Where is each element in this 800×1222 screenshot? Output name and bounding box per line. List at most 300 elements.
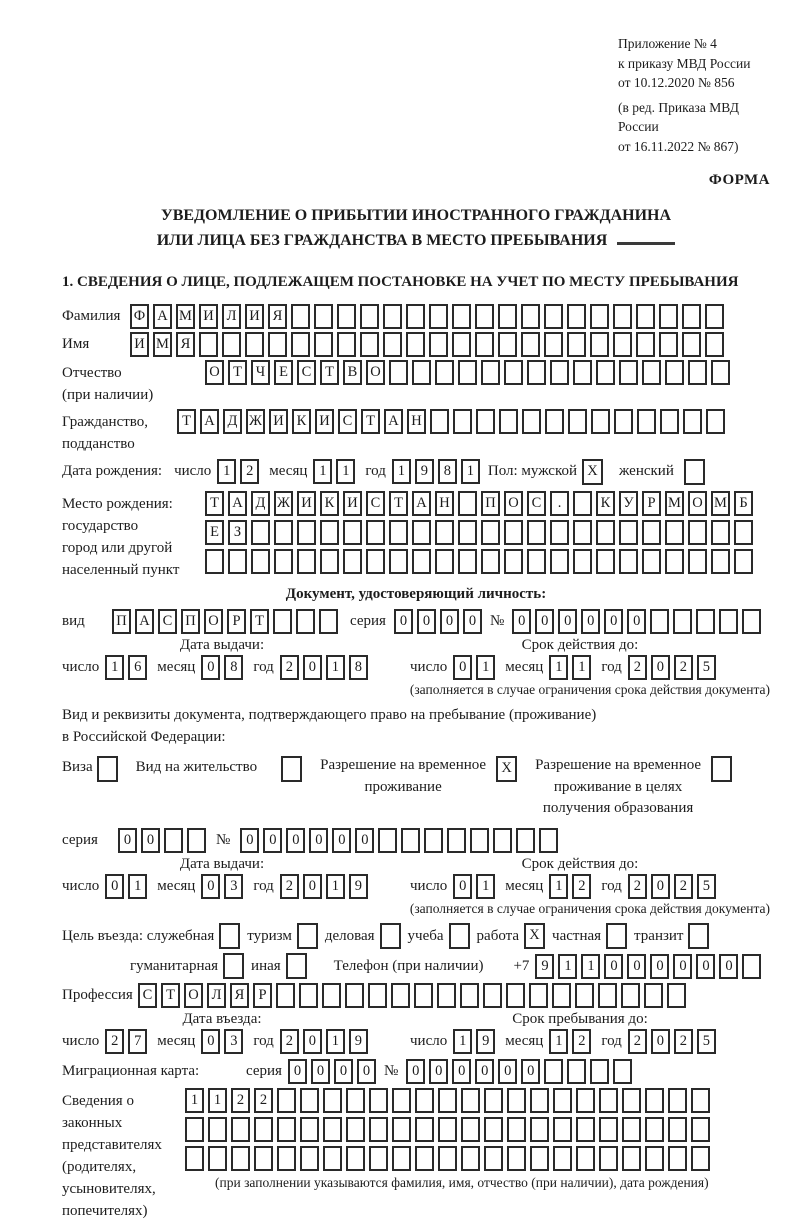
form-cell: С (297, 360, 316, 385)
stay-valid-year-cells[interactable] (628, 874, 720, 899)
form-cell (613, 304, 632, 329)
form-cell: 0 (521, 1059, 540, 1084)
purpose-row-1 (62, 923, 770, 949)
form-cell: 1 (336, 459, 355, 484)
form-cell (621, 983, 640, 1008)
form-cell: Л (222, 304, 241, 329)
form-cell: Т (361, 409, 380, 434)
form-cell (392, 1088, 411, 1113)
form-cell (567, 304, 586, 329)
form-cell: У (619, 491, 638, 516)
birth-place-cells-row1[interactable] (205, 491, 757, 516)
form-cell: 0 (309, 828, 328, 853)
stay-until-date: число 1 9 месяц 1 2 год 2 0 2 5 (410, 1029, 750, 1054)
form-cell (691, 1088, 710, 1113)
entry-year-cells[interactable] (280, 1029, 372, 1054)
form-cell: К (596, 491, 615, 516)
purpose-private-checkbox[interactable] (606, 923, 627, 949)
form-cell (521, 304, 540, 329)
temp-residence-edu-label: Разрешение на временное проживание в целях получения образования (535, 756, 702, 817)
form-cell (187, 828, 206, 853)
citizenship-label: Гражданство, подданство (62, 413, 149, 452)
form-cell (691, 1117, 710, 1142)
form-cell (470, 828, 489, 853)
form-cell (429, 332, 448, 357)
form-cell (343, 520, 362, 545)
id-doc-number-cells[interactable] (512, 609, 765, 634)
migration-number-cells[interactable] (406, 1059, 636, 1084)
stay-until-header: Срок пребывания до: (512, 1011, 648, 1028)
form-cell: 0 (105, 874, 124, 899)
form-cell (481, 520, 500, 545)
form-cell (414, 983, 433, 1008)
form-cell (458, 549, 477, 574)
form-cell (366, 520, 385, 545)
visa-checkbox[interactable] (97, 756, 118, 782)
birth-year-cells[interactable] (392, 459, 484, 484)
purpose-business-label: деловая (324, 927, 375, 944)
representatives-note: (при заполнении указываются фамилия, имя, отчество (при наличии), дата рождения) (215, 1175, 709, 1191)
form-cell: 1 (128, 874, 147, 899)
id-issue-year-cells[interactable] (280, 655, 372, 680)
form-cell: Д (223, 409, 242, 434)
form-cell (208, 1117, 227, 1142)
form-cell (366, 549, 385, 574)
form-cell: 0 (394, 609, 413, 634)
stay-issue-year-cells[interactable] (280, 874, 372, 899)
form-cell (742, 954, 761, 979)
form-cell (599, 1117, 618, 1142)
form-cell (276, 983, 295, 1008)
form-cell (369, 1088, 388, 1113)
form-cell: А (200, 409, 219, 434)
representatives-cells-row1[interactable] (185, 1088, 714, 1113)
form-cell (383, 332, 402, 357)
form-cell: Л (207, 983, 226, 1008)
form-cell: 0 (440, 609, 459, 634)
profession-label: Профессия (62, 987, 133, 1004)
purpose-transit-checkbox[interactable] (688, 923, 709, 949)
form-cell (552, 983, 571, 1008)
purpose-other-checkbox[interactable] (286, 953, 307, 979)
form-cell (590, 332, 609, 357)
entry-date-header: Дата въезда: (182, 1011, 262, 1028)
profession-cells[interactable] (138, 983, 690, 1008)
form-cell (619, 520, 638, 545)
form-cell: 1 (326, 1029, 345, 1054)
form-cell (667, 983, 686, 1008)
form-cell (705, 332, 724, 357)
form-cell (164, 828, 183, 853)
form-cell: П (181, 609, 200, 634)
form-cell (484, 1117, 503, 1142)
patronymic-row (62, 360, 770, 406)
form-cell (254, 1146, 273, 1171)
form-label: ФОРМА (708, 172, 770, 189)
form-cell (447, 828, 466, 853)
stay-valid-month-cells[interactable] (549, 874, 595, 899)
form-cell (277, 1088, 296, 1113)
form-cell (299, 983, 318, 1008)
form-cell: Т (161, 983, 180, 1008)
form-cell (274, 549, 293, 574)
stay-until-year-cells[interactable] (628, 1029, 720, 1054)
form-cell: 0 (332, 828, 351, 853)
migration-card-label: Миграционная карта: (62, 1063, 200, 1080)
entry-date-groups (62, 1029, 770, 1054)
form-cell: 1 (105, 655, 124, 680)
form-cell (483, 983, 502, 1008)
form-cell: 0 (475, 1059, 494, 1084)
form-cell: 9 (349, 1029, 368, 1054)
form-cell (323, 1117, 342, 1142)
purpose-work-checkbox[interactable]: X (524, 923, 545, 949)
form-cell: 2 (254, 1088, 273, 1113)
form-cell (346, 1088, 365, 1113)
stay-issue-month-cells[interactable] (201, 874, 247, 899)
sex-male-label: Пол: мужской (487, 463, 578, 480)
form-cell: 0 (453, 655, 472, 680)
temp-residence-checkbox[interactable]: X (496, 756, 517, 782)
form-cell (544, 332, 563, 357)
form-cell: 3 (224, 874, 243, 899)
form-cell (668, 1117, 687, 1142)
sex-female-checkbox[interactable] (684, 459, 705, 485)
form-cell (383, 304, 402, 329)
stay-doc-number-cells[interactable] (240, 828, 562, 853)
purpose-study-checkbox[interactable] (449, 923, 470, 949)
migration-series-cells[interactable] (288, 1059, 380, 1084)
section1-title: 1. СВЕДЕНИЯ О ЛИЦЕ, ПОДЛЕЖАЩЕМ ПОСТАНОВКЕ НА УЧЕТ ПО МЕСТУ ПРЕБЫВАНИЯ (62, 273, 739, 290)
id-valid-year-cells[interactable] (628, 655, 720, 680)
form-cell (539, 828, 558, 853)
form-cell (637, 409, 656, 434)
form-cell (345, 983, 364, 1008)
purpose-tourism-checkbox[interactable] (297, 923, 318, 949)
form-cell (415, 1117, 434, 1142)
form-cell (360, 304, 379, 329)
form-cell: 1 (326, 874, 345, 899)
form-cell: Ф (130, 304, 149, 329)
form-cell: О (184, 983, 203, 1008)
citizenship-row (62, 409, 770, 455)
form-cell: Р (253, 983, 272, 1008)
form-cell: 1 (476, 655, 495, 680)
form-cell (300, 1117, 319, 1142)
form-cell (734, 520, 753, 545)
patronymic-cells[interactable] (205, 360, 734, 385)
phone-cells[interactable] (535, 954, 765, 979)
form-cell: Н (435, 491, 454, 516)
migration-number-label: № (383, 1063, 399, 1080)
form-cell: 2 (674, 655, 693, 680)
temp-residence-label: Разрешение на временное проживание (320, 756, 487, 795)
form-cell (599, 1146, 618, 1171)
form-cell: 0 (141, 828, 160, 853)
form-cell (527, 520, 546, 545)
form-cell: 0 (673, 954, 692, 979)
form-cell (251, 549, 270, 574)
stay-doc-issue-header: Дата выдачи: (179, 856, 265, 873)
form-cell (429, 304, 448, 329)
day-label: число (174, 463, 212, 480)
form-cell (683, 409, 702, 434)
form-cell (476, 409, 495, 434)
form-cell (458, 520, 477, 545)
form-cell (645, 1088, 664, 1113)
entry-day-cells[interactable] (105, 1029, 151, 1054)
form-cell: И (269, 409, 288, 434)
purpose-business-checkbox[interactable] (380, 923, 401, 949)
id-issue-month-cells[interactable] (201, 655, 247, 680)
form-cell (530, 1146, 549, 1171)
form-cell (619, 549, 638, 574)
form-cell (504, 360, 523, 385)
form-cell (567, 332, 586, 357)
form-cell: 0 (627, 954, 646, 979)
form-cell (591, 409, 610, 434)
form-cell (673, 609, 692, 634)
form-cell (406, 304, 425, 329)
form-cell (573, 360, 592, 385)
id-doc-kind-cells[interactable] (112, 609, 342, 634)
form-cell (435, 360, 454, 385)
stay-valid-day-cells[interactable] (453, 874, 499, 899)
entry-date-headers (62, 1011, 770, 1028)
form-cell (696, 609, 715, 634)
form-cell (291, 332, 310, 357)
representatives-cells-row2[interactable] (185, 1117, 714, 1142)
form-cell (706, 409, 725, 434)
birth-place-label: Место рождения: государство город или другой населенный пункт (62, 495, 180, 578)
form-cell: 0 (357, 1059, 376, 1084)
form-cell (573, 520, 592, 545)
temp-residence-edu-checkbox[interactable] (711, 756, 732, 782)
stay-until-month-cells[interactable] (549, 1029, 595, 1054)
form-cell (185, 1146, 204, 1171)
form-cell: С (338, 409, 357, 434)
form-cell: 0 (452, 1059, 471, 1084)
form-cell: 0 (417, 609, 436, 634)
form-cell: Т (177, 409, 196, 434)
form-cell: И (245, 304, 264, 329)
entry-month-cells[interactable] (201, 1029, 247, 1054)
id-doc-valid-date: число 0 1 месяц 1 1 год 2 0 2 5 (410, 655, 750, 680)
form-cell: 1 (572, 655, 591, 680)
form-cell (550, 520, 569, 545)
form-cell: 0 (288, 1059, 307, 1084)
form-cell: 1 (326, 655, 345, 680)
form-cell: А (384, 409, 403, 434)
form-cell: 1 (313, 459, 332, 484)
form-cell (185, 1117, 204, 1142)
form-cell: Б (734, 491, 753, 516)
form-cell (619, 360, 638, 385)
form-cell: 0 (498, 1059, 517, 1084)
form-cell (273, 609, 292, 634)
form-cell (576, 1146, 595, 1171)
appendix-line-3: от 10.12.2020 № 856 (618, 75, 735, 91)
form-cell: 2 (628, 655, 647, 680)
form-cell (550, 549, 569, 574)
form-cell: 1 (392, 459, 411, 484)
form-cell (668, 1146, 687, 1171)
form-cell (346, 1146, 365, 1171)
form-cell (438, 1146, 457, 1171)
residence-permit-checkbox[interactable] (281, 756, 302, 782)
form-cell (596, 360, 615, 385)
form-cell (320, 549, 339, 574)
form-cell (567, 1059, 586, 1084)
form-cell: 2 (628, 874, 647, 899)
id-doc-series-cells[interactable] (394, 609, 486, 634)
form-cell (199, 332, 218, 357)
form-cell: 0 (463, 609, 482, 634)
form-cell (458, 360, 477, 385)
form-cell (254, 1117, 273, 1142)
form-cell (461, 1146, 480, 1171)
form-cell (437, 983, 456, 1008)
form-cell: Я (176, 332, 195, 357)
form-cell: 0 (311, 1059, 330, 1084)
birth-place-cells-row3[interactable] (205, 549, 757, 574)
sex-male-checkbox[interactable]: X (582, 459, 603, 485)
profession-row (62, 983, 770, 1008)
form-cell (659, 332, 678, 357)
representatives-label: Сведения о законных представителях (родителях, усыновителях, попечителях) (62, 1093, 162, 1220)
form-cell (668, 1088, 687, 1113)
name-cells[interactable] (130, 332, 728, 357)
form-cell: 1 (476, 874, 495, 899)
birth-month-cells[interactable] (313, 459, 359, 484)
stay-doc-series-cells[interactable] (118, 828, 210, 853)
surname-row (62, 304, 770, 329)
id-valid-month-cells[interactable] (549, 655, 595, 680)
entry-date: число 2 7 месяц 0 3 год 2 0 1 9 (62, 1029, 382, 1054)
id-doc-row (62, 609, 770, 634)
form-cell (504, 520, 523, 545)
form-cell: И (199, 304, 218, 329)
form-cell (337, 332, 356, 357)
form-cell (274, 520, 293, 545)
form-cell (688, 549, 707, 574)
stay-issue-day-cells[interactable] (105, 874, 151, 899)
form-cell: О (688, 491, 707, 516)
purpose-other-label: иная (251, 957, 281, 974)
form-cell: И (297, 491, 316, 516)
form-cell: К (292, 409, 311, 434)
form-cell: 1 (185, 1088, 204, 1113)
form-cell (368, 983, 387, 1008)
birth-day-cells[interactable] (217, 459, 263, 484)
form-cell (378, 828, 397, 853)
form-cell: 0 (696, 954, 715, 979)
form-cell: 0 (581, 609, 600, 634)
form-cell: 9 (535, 954, 554, 979)
form-cell (493, 828, 512, 853)
form-cell (389, 520, 408, 545)
form-cell (507, 1088, 526, 1113)
purpose-humanitarian-checkbox[interactable] (223, 953, 244, 979)
form-cell: М (711, 491, 730, 516)
form-cell: 0 (240, 828, 259, 853)
form-cell (742, 609, 761, 634)
id-doc-title: Документ, удостоверяющий личность: (285, 585, 547, 602)
form-cell: А (412, 491, 431, 516)
form-cell (314, 332, 333, 357)
form-cell: Д (251, 491, 270, 516)
form-cell (300, 1088, 319, 1113)
id-issue-day-cells[interactable] (105, 655, 151, 680)
form-cell (291, 304, 310, 329)
stay-doc-issue-date: число 0 1 месяц 0 3 год 2 0 1 9 (62, 874, 382, 899)
form-cell: 7 (128, 1029, 147, 1054)
form-cell: К (320, 491, 339, 516)
appendix-header (618, 34, 770, 156)
form-cell: Т (389, 491, 408, 516)
name-label: Имя (62, 335, 90, 352)
form-cell (596, 520, 615, 545)
purpose-tourism-label: туризм (247, 927, 292, 944)
stay-doc-date-groups (62, 874, 770, 899)
id-doc-kind-label: вид (62, 612, 85, 629)
form-cell: А (135, 609, 154, 634)
form-cell (499, 409, 518, 434)
representatives-cells-row3[interactable] (185, 1146, 714, 1171)
form-cell: 0 (512, 609, 531, 634)
visa-label: Виза (62, 758, 93, 775)
form-cell: 2 (280, 874, 299, 899)
purpose-official-checkbox[interactable] (219, 923, 240, 949)
surname-cells[interactable] (130, 304, 728, 329)
stay-doc-series-label: серия (62, 832, 98, 849)
form-cell (598, 983, 617, 1008)
form-cell: 2 (674, 1029, 693, 1054)
form-cell (645, 1117, 664, 1142)
purpose-official-label: Цель въезда: служебная (62, 927, 215, 944)
residence-permit-label: Вид на жительство (135, 758, 258, 775)
stay-until-day-cells[interactable] (453, 1029, 499, 1054)
edition-line-1: (в ред. Приказа МВД России (618, 99, 739, 135)
form-cell (415, 1146, 434, 1171)
form-cell: И (343, 491, 362, 516)
purpose-row-2 (130, 953, 770, 979)
form-cell (576, 1117, 595, 1142)
form-cell (323, 1088, 342, 1113)
form-cell (424, 828, 443, 853)
form-cell (642, 549, 661, 574)
form-cell: 1 (549, 655, 568, 680)
form-cell: 2 (572, 874, 591, 899)
form-cell: Т (320, 360, 339, 385)
representatives-cells-block (185, 1088, 714, 1191)
form-cell (360, 332, 379, 357)
form-cell: М (153, 332, 172, 357)
form-cell (277, 1117, 296, 1142)
form-cell (208, 1146, 227, 1171)
birth-place-cells-row2[interactable] (205, 520, 757, 545)
form-cell (576, 1088, 595, 1113)
form-cell (228, 549, 247, 574)
citizenship-cells[interactable] (177, 409, 729, 434)
form-cell: 0 (303, 655, 322, 680)
form-cell (599, 1088, 618, 1113)
form-cell (590, 1059, 609, 1084)
form-cell (622, 1088, 641, 1113)
form-cell: П (112, 609, 131, 634)
edition-line-2: от 16.11.2022 № 867) (618, 138, 739, 154)
id-valid-day-cells[interactable] (453, 655, 499, 680)
